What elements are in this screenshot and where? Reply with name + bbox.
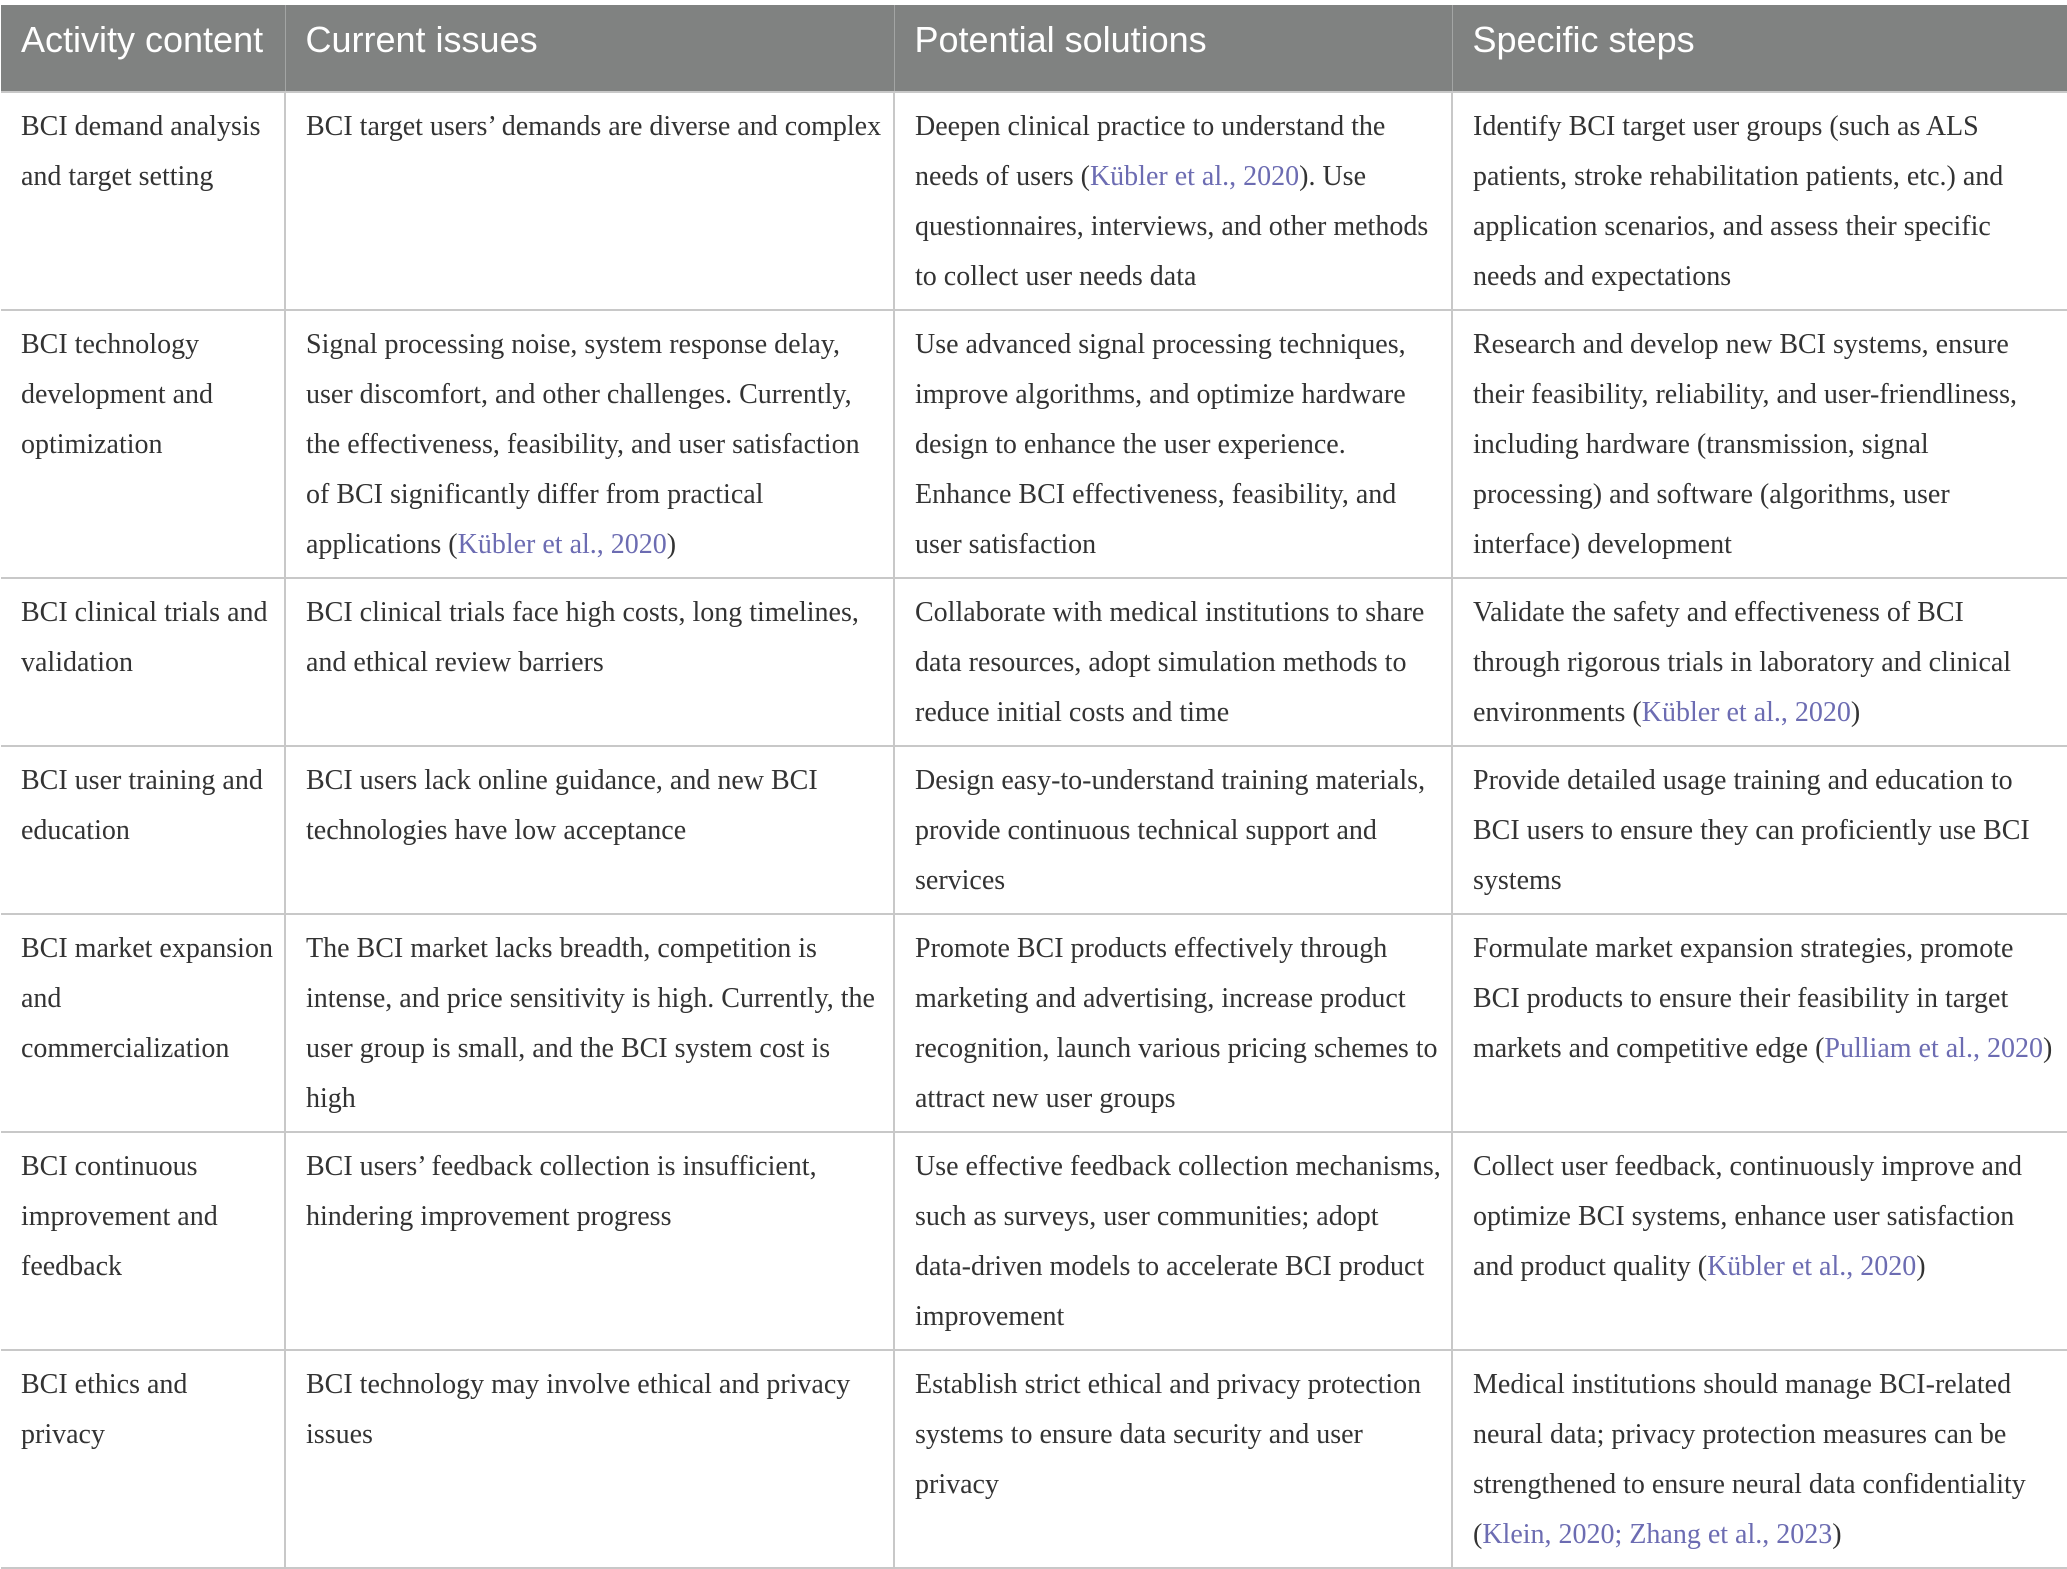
cell-specific-steps (1452, 578, 2067, 746)
table-row (1, 1132, 2067, 1350)
cell-current-issues (285, 578, 894, 746)
citation-link[interactable]: Kübler et al., 2020 (1089, 161, 1300, 192)
cell-potential-solutions (894, 310, 1452, 578)
cell-text: Use effective feedback collection mechanisms, such as surveys, user communities; adopt data-driven models to accelerate BCI product improvement (915, 1151, 1441, 1332)
cell-text: BCI technology may involve ethical and privacy issues (306, 1369, 851, 1450)
table-header-row (1, 5, 2067, 92)
table-body (1, 92, 2067, 1568)
cell-text: Provide detailed usage training and education to BCI users to ensure they can proficiently use BCI systems (1473, 765, 2030, 896)
cell-text: BCI clinical trials face high costs, long timelines, and ethical review barriers (306, 597, 859, 678)
cell-potential-solutions (894, 746, 1452, 914)
table-row (1, 92, 2067, 310)
cell-potential-solutions (894, 578, 1452, 746)
citation-link[interactable]: Kübler et al., 2020 (1641, 697, 1851, 728)
cell-current-issues (285, 746, 894, 914)
cell-activity-content: BCI market expansion and commercialization (1, 914, 285, 1132)
cell-text: Use advanced signal processing techniques, improve algorithms, and optimize hardware design to enhance the user experience. Enhance BCI effectiveness, feasibility, and user satisfaction (915, 329, 1406, 560)
cell-current-issues (285, 310, 894, 578)
header-current-issues: Current issues (285, 5, 894, 92)
table-row (1, 1350, 2067, 1568)
cell-activity-content: BCI demand analysis and target setting (1, 92, 285, 310)
bci-activities-table (1, 5, 2067, 1569)
cell-text: Design easy-to-understand training materials, provide continuous technical support and services (915, 765, 1426, 896)
cell-text: Deepen clinical practice to understand the needs of users ( (915, 111, 1386, 192)
header-specific-steps: Specific steps (1452, 5, 2067, 92)
cell-text: Identify BCI target user groups (such as ALS patients, stroke rehabilitation patients, etc.) and application scenarios, and assess their specific needs and expectations (1473, 111, 2004, 292)
cell-current-issues (285, 92, 894, 310)
cell-text: The BCI market lacks breadth, competition is intense, and price sensitivity is high. Currently, the user group is small, and the BCI system cost is high (306, 933, 875, 1114)
cell-text: Medical institutions should manage BCI-related neural data; privacy protection measures can be strengthened to ensure neural data confidentiality ( (1473, 1369, 2026, 1550)
cell-specific-steps (1452, 1132, 2067, 1350)
citation-link[interactable]: Kübler et al., 2020 (457, 529, 667, 560)
cell-text: Formulate market expansion strategies, promote BCI products to ensure their feasibility in target markets and competitive edge ( (1473, 933, 2014, 1064)
header-activity-content: Activity content (1, 5, 285, 92)
cell-text: BCI target users’ demands are diverse and complex (306, 111, 882, 142)
cell-text: BCI users lack online guidance, and new BCI technologies have low acceptance (306, 765, 818, 846)
cell-activity-content: BCI user training and education (1, 746, 285, 914)
citation-link[interactable]: Klein, 2020; Zhang et al., 2023 (1482, 1519, 1833, 1550)
cell-specific-steps (1452, 92, 2067, 310)
header-potential-solutions: Potential solutions (894, 5, 1452, 92)
cell-text: BCI users’ feedback collection is insufficient, hindering improvement progress (306, 1151, 817, 1232)
cell-specific-steps (1452, 310, 2067, 578)
cell-text: ) (666, 529, 677, 560)
cell-activity-content: BCI continuous improvement and feedback (1, 1132, 285, 1350)
cell-current-issues (285, 1132, 894, 1350)
cell-text: ) (2042, 1033, 2053, 1064)
cell-text: ) (1850, 697, 1861, 728)
cell-current-issues (285, 1350, 894, 1568)
table-row (1, 578, 2067, 746)
cell-current-issues (285, 914, 894, 1132)
cell-text: ) (1832, 1519, 1842, 1550)
cell-potential-solutions (894, 914, 1452, 1132)
cell-text: Establish strict ethical and privacy protection systems to ensure data security and user privacy (915, 1369, 1422, 1500)
cell-text: Collect user feedback, continuously improve and optimize BCI systems, enhance user satisfaction and product quality ( (1473, 1151, 2022, 1282)
cell-specific-steps (1452, 914, 2067, 1132)
cell-activity-content: BCI ethics and privacy (1, 1350, 285, 1568)
table-row (1, 746, 2067, 914)
cell-text: Validate the safety and effectiveness of BCI through rigorous trials in laboratory and clinical environments ( (1473, 597, 2012, 728)
table-row (1, 914, 2067, 1132)
cell-text: Research and develop new BCI systems, ensure their feasibility, reliability, and user-friendliness, including hardware (transmission, signal processing) and software (algorithms, user interface) development (1473, 329, 2017, 560)
cell-activity-content: BCI clinical trials and validation (1, 578, 285, 746)
cell-text: ). Use questionnaires, interviews, and other methods to collect user needs data (915, 161, 1429, 292)
citation-link[interactable]: Pulliam et al., 2020 (1824, 1033, 2043, 1064)
cell-potential-solutions (894, 92, 1452, 310)
cell-text: Collaborate with medical institutions to share data resources, adopt simulation methods to reduce initial costs and time (915, 597, 1425, 728)
cell-text: Promote BCI products effectively through marketing and advertising, increase product recognition, launch various pricing schemes to attract new user groups (915, 933, 1438, 1114)
cell-text: Signal processing noise, system response delay, user discomfort, and other challenges. Currently, the effectiveness, feasibility, and user satisfaction of BCI significantly differ from practical applications ( (306, 329, 860, 560)
cell-specific-steps (1452, 1350, 2067, 1568)
cell-potential-solutions (894, 1132, 1452, 1350)
table-row (1, 310, 2067, 578)
cell-potential-solutions (894, 1350, 1452, 1568)
cell-activity-content: BCI technology development and optimization (1, 310, 285, 578)
citation-link[interactable]: Kübler et al., 2020 (1707, 1251, 1917, 1282)
cell-text: ) (1916, 1251, 1926, 1282)
cell-specific-steps (1452, 746, 2067, 914)
